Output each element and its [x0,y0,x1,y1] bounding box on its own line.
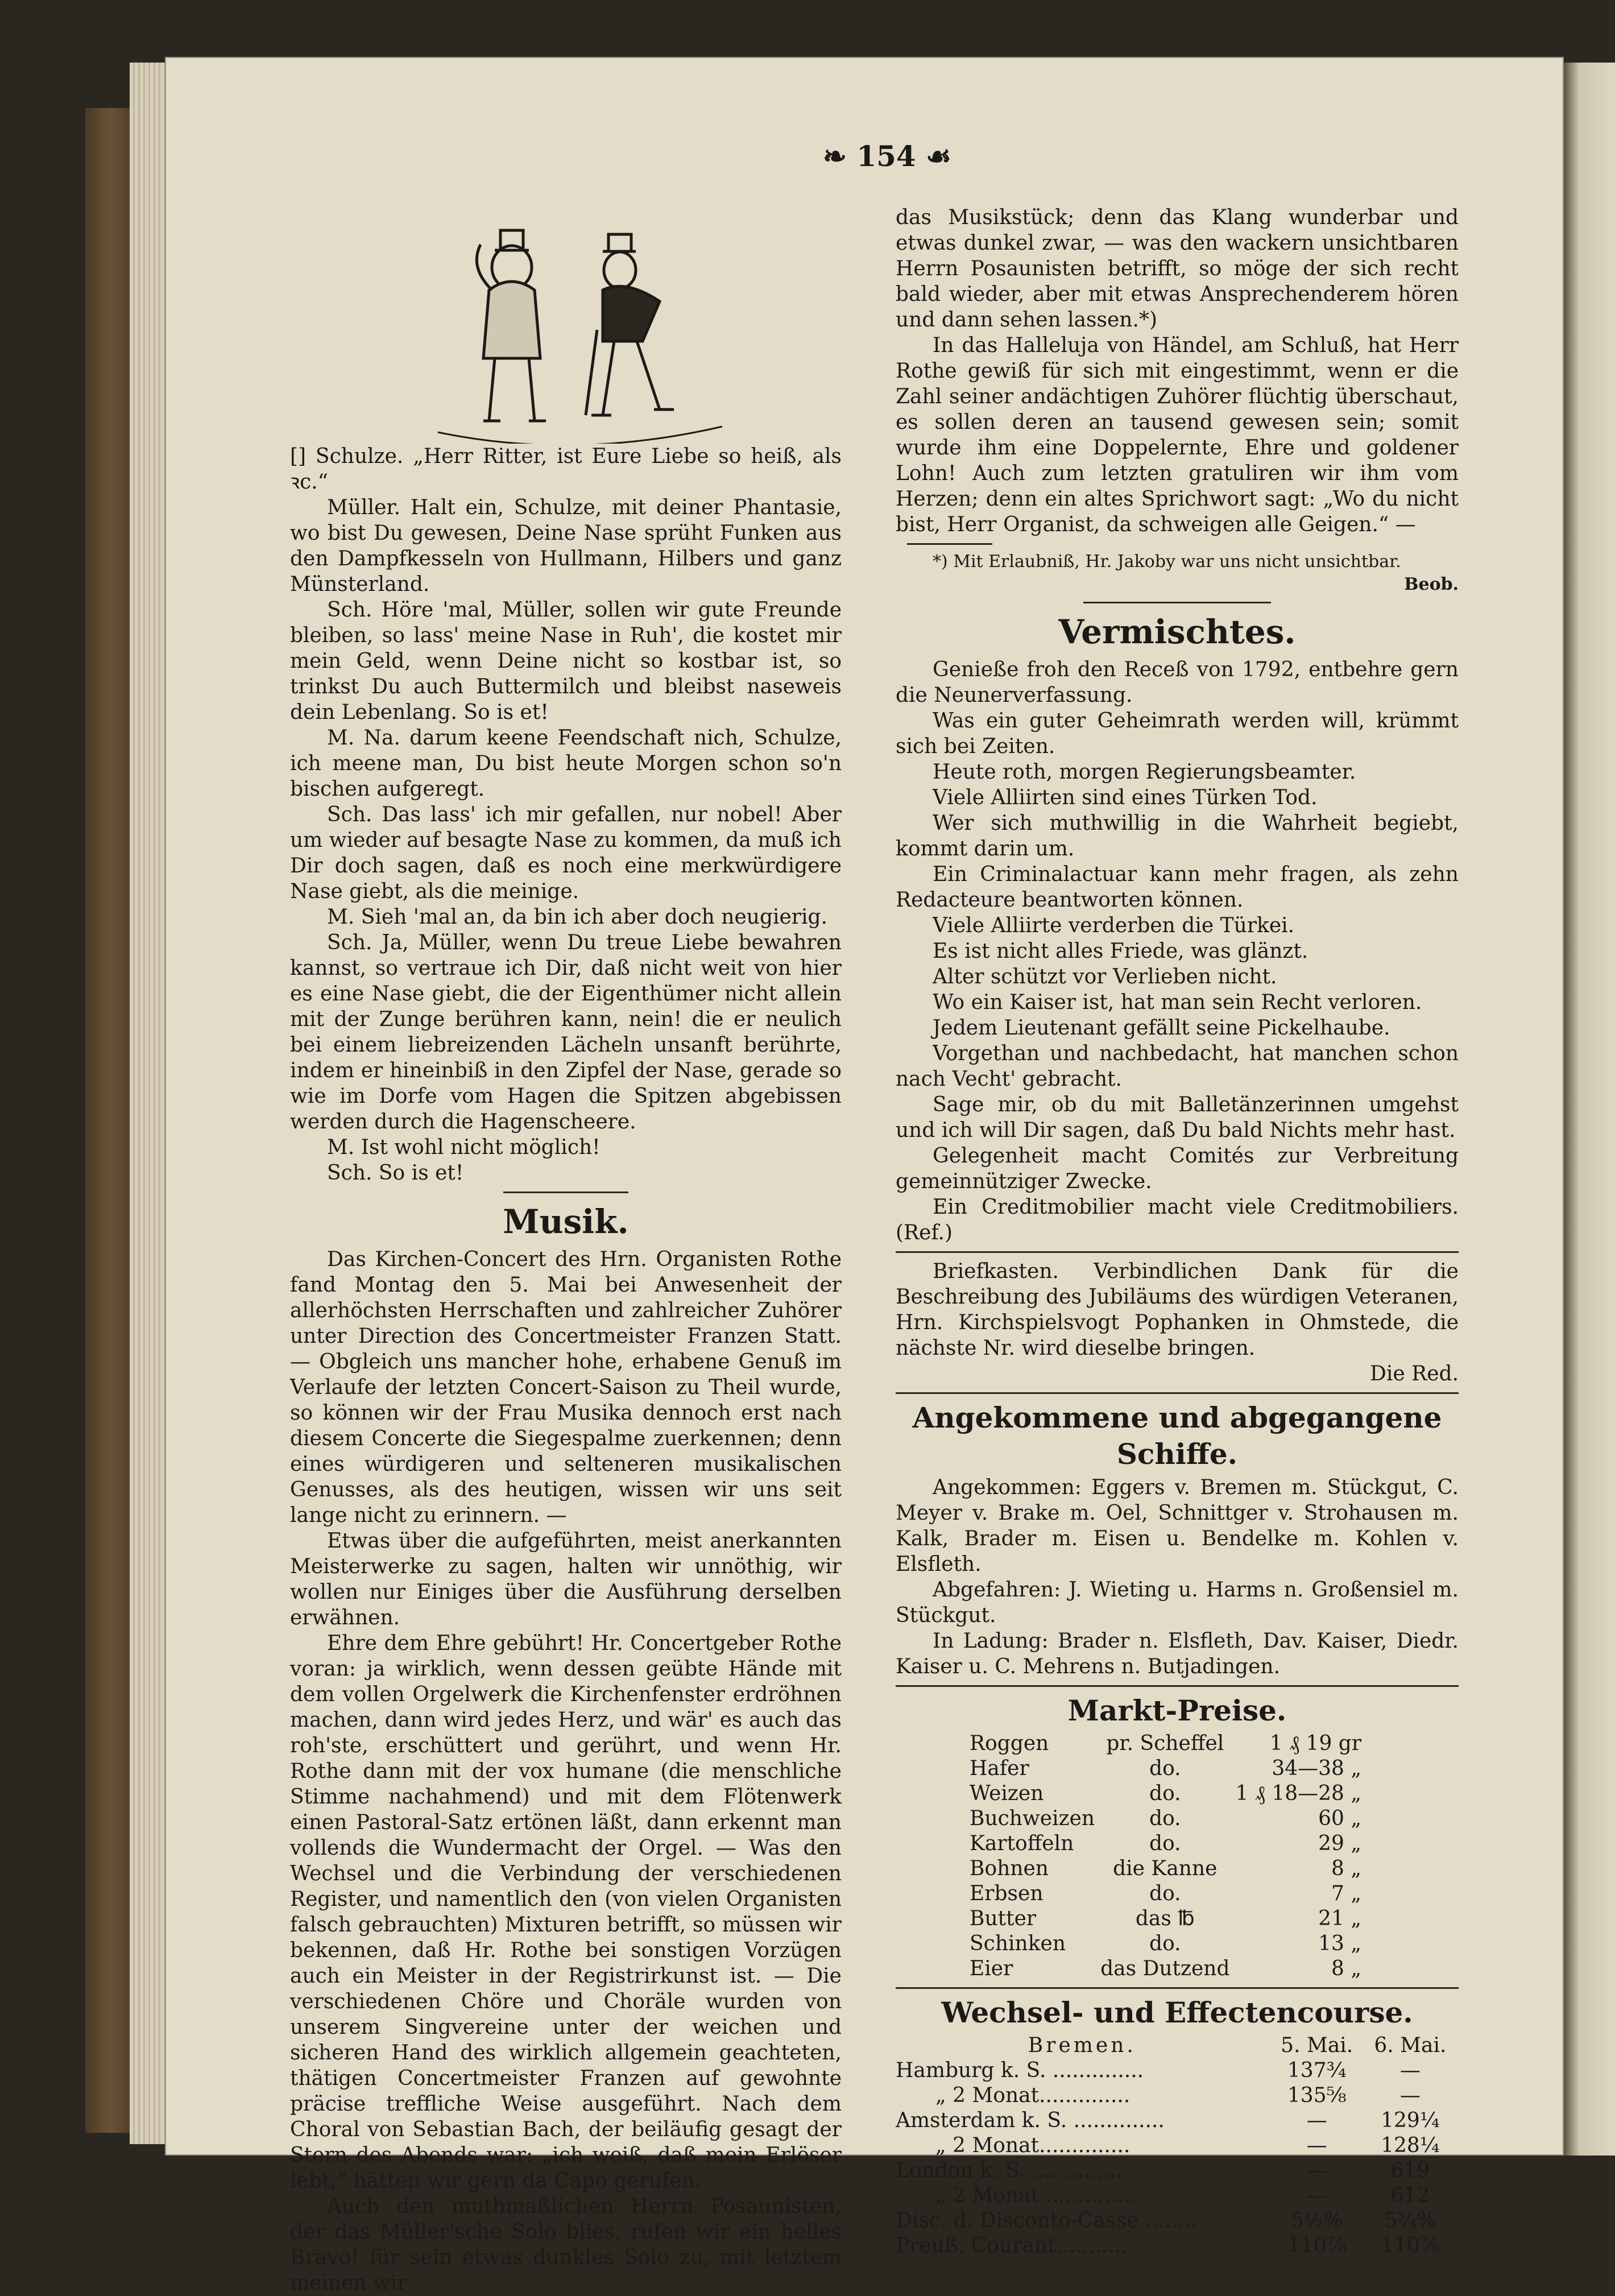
vermischtes-item: Wer sich muthwillig in die Wahrheit begiebt, kommt darin um. [896,812,1459,861]
table-cell: 137¾ [1287,2059,1347,2082]
vermischtes-item: Jedem Lieutenant gefällt seine Pickelhaube. [933,1016,1390,1040]
table-cell: do. [1149,1757,1181,1780]
table-cell: 619 [1390,2159,1430,2182]
ships-entry: Angekommen: Eggers v. Bremen m. Stückgut, C. Meyer v. Brake m. Oel, Schnittger v. Strohausen m. Kalk, Brader m. Eisen u. Bendelke m. Kohlen v. Elsfleth. [896,1476,1459,1576]
table-cell: 5½% [1290,2209,1343,2232]
left-column [290,444,842,2296]
table-cell: — [1399,2084,1421,2107]
table-row [970,1731,1367,1756]
facing-page-edge [1564,63,1615,2156]
table-header: 6. Mai. [1374,2034,1447,2057]
table-cell: Erbsen [970,1882,1043,1905]
article-paragraph: Ehre dem Ehre gebührt! Hr. Concertgeber Rothe voran: ja wirklich, wenn dessen geübte Hände mit dem vollen Orgelwerk die Kirchenfenster erdröhnen machen, dann wird jedes Herz, und wär' es auch das roh'ste, erschüttert und gerührt, und wenn Hr. Rothe dann mit der vox humane (die menschliche Stimme nachahmend) und mit dem Flötenwerk einen Pastoral-Satz ertönen läßt, dann erkennt man vollends die Wundermacht der Orgel. — Was den Wechsel und die Verbindung der verschiedenen Register, und namentlich den (von vielen Organisten falsch gebrauchten) Mixturen betrifft, so müssen wir bekennen, daß Hr. Rothe bei sonstigen Vorzügen auch ein Meister in der Registrirkunst ist. — Die verschiedenen Chöre und Choräle wurden von unserem Singvereine unter der weichen und sicheren Hand des wirklich allgemein geachteten, thätigen Concertmeister Franzen auf gewohnte präcise treffliche Weise ausgeführt. Nach dem Choral von Sebastian Bach, der beiläufig gesagt der Stern des Abends war: „ich weiß, daß mein Erlöser lebt,“ hätten wir gern da Capo gerufen. [290,1632,842,2192]
table-row [970,1881,1367,1906]
divider [896,1251,1459,1253]
table-cell: Schinken [970,1932,1066,1955]
table-cell: 7 „ [1331,1882,1362,1905]
table-cell: die Kanne [1113,1857,1218,1880]
table-cell: „ 2 Monat.............. [935,2084,1130,2107]
table-cell: 110⅞ [1381,2234,1440,2257]
vermischtes-item: Was ein guter Geheimrath werden will, krümmt sich bei Zeiten. [896,709,1459,758]
table-cell: Disc. d. Disconto-Casse ........ [896,2209,1198,2232]
vermischtes-item: Ein Creditmobilier macht viele Creditmobiliers. (Ref.) [896,1195,1459,1244]
section-heading-vermischtes: Vermischtes. [1058,613,1296,651]
table-cell: 110⅞ [1287,2234,1347,2257]
article-paragraph: Auch den muthmaßlichen Herrn Posaunisten, der das Müller'sche Solo blies, rufen wir ein helles Bravo! für sein etwas dunkles Solo zu, mit letztem meinen wir [290,2195,842,2295]
table-cell: Eier [970,1957,1013,1980]
table-cell: — [1399,2059,1421,2082]
divider [896,1392,1459,1394]
table-cell: do. [1149,1832,1181,1855]
cartoon-illustration [415,216,734,444]
table-cell: do. [1149,1782,1181,1805]
table-row [896,2233,1459,2258]
vermischtes-item: Viele Alliirte verderben die Türkei. [933,914,1295,937]
table-cell: Weizen [970,1782,1044,1805]
vermischtes-item: Alter schützt vor Verlieben nicht. [933,965,1277,988]
section-heading-wechsel: Wechsel- und Effectencourse. [941,1996,1413,2029]
article-paragraph: In das Halleluja von Händel, am Schluß, hat Herr Rothe gewiß für sich mit eingestimmt, wenn er die Zahl seiner andächtigen Zuhörer flüchtig überschaut, es sollen deren an tausend gewesen sein; somit wurde ihm eine Doppelernte, Ehre und goldener Lohn! Auch zum letzten gratuliren wir ihm vom Herzen; denn ein altes Sprichwort sagt: „Wo du nicht bist, Herr Organist, da schweigen alle Geigen.“ — [896,334,1459,536]
table-cell: 8 „ [1331,1957,1362,1980]
vermischtes-item: Gelegenheit macht Comités zur Verbreitung gemeinnütziger Zwecke. [896,1144,1459,1193]
article-paragraph: Etwas über die aufgeführten, meist anerkannten Meisterwerke zu sagen, halten wir unnöthig, wir wollen nur Einiges über die Ausführung derselben erwähnen. [290,1529,842,1629]
vermischtes-item: Viele Alliirten sind eines Türken Tod. [933,786,1318,809]
table-cell: do. [1149,1882,1181,1905]
vermischtes-item: Ein Criminalactuar kann mehr fragen, als zehn Redacteure beantworten können. [896,863,1459,912]
table-cell: 29 „ [1318,1832,1362,1855]
dialogue-line: Sch. So is et! [327,1161,464,1185]
table-header: Bremen. [1028,2034,1136,2057]
divider [896,1685,1459,1687]
table-cell: 135⅝ [1287,2084,1347,2107]
table-cell: das ℔ [1135,1907,1195,1930]
table-cell: Roggen [970,1732,1049,1755]
section-heading-schiffe: Angekommene und abgegangene Schiffe. [912,1401,1442,1471]
table-cell: pr. Scheffel [1106,1732,1224,1755]
table-row [896,2183,1459,2208]
dialogue-line: M. Na. darum keene Feendschaft nich, Schulze, ich meene man, Du bist heute Morgen schon so'n bischen aufgeregt. [290,726,842,801]
table-row [970,1831,1367,1856]
vermischtes-item: Sage mir, ob du mit Balletänzerinnen umgehst und ich will Dir sagen, daß Du bald Nichts mehr hast. [896,1093,1459,1142]
ornament-right-icon: ☙ [916,139,951,173]
table-cell: — [1306,2109,1327,2132]
table-row [896,2133,1459,2158]
divider [896,1987,1459,1989]
table-header-row [896,2033,1459,2058]
table-cell: 129¼ [1381,2109,1440,2132]
exchange-rates-table [896,2033,1459,2258]
divider [1083,602,1271,603]
table-row [970,1956,1367,1981]
table-cell: 21 „ [1318,1907,1362,1930]
table-cell: 34—38 „ [1272,1757,1362,1780]
table-cell: — [1306,2159,1327,2182]
table-cell: — [1306,2184,1327,2207]
dialogue-line: Sch. Das lass' ich mir gefallen, nur nobel! Aber um wieder auf besagte Nase zu kommen, da muß ich Dir doch sagen, daß es noch eine merkwürdigere Nase giebt, als die meinige. [290,803,842,903]
ships-entry: In Ladung: Brader n. Elsfleth, Dav. Kaiser, Diedr. Kaiser u. C. Mehrens n. Butjadingen. [896,1629,1459,1678]
section-heading-markt: Markt-Preise. [1067,1694,1287,1727]
table-row [896,2083,1459,2108]
table-row [970,1806,1367,1831]
table-row [970,1906,1367,1931]
market-prices-table [970,1731,1367,1981]
table-cell: Hafer [970,1757,1029,1780]
footnote: *) Mit Erlaubniß, Hr. Jakoby war uns nicht unsichtbar. [933,552,1401,572]
table-cell: do. [1149,1932,1181,1955]
table-row [970,1756,1367,1781]
article-paragraph: Das Kirchen-Concert des Hrn. Organisten Rothe fand Montag den 5. Mai bei Anwesenheit der allerhöchsten Herrschaften und zahlreicher Zuhörer unter Direction des Concertmeister Franzen Statt. — Obgleich uns mancher hohe, erhabene Genuß im Verlaufe der letzten Concert-Saison zu Theil wurde, so können wir der Frau Musika dennoch erst nach diesem Concerte die Siegespalme zuerkennen; denn eines würdigeren und selteneren musikalischen Genusses, als des heutigen, wissen wir uns seit lange nicht zu erinnern. — [290,1248,842,1527]
table-row [970,1781,1367,1806]
vermischtes-item: Genieße froh den Receß von 1792, entbehre gern die Neunerverfassung. [896,658,1459,707]
table-header: 5. Mai. [1281,2034,1353,2057]
table-cell: „ 2 Monat.............. [935,2134,1130,2157]
vermischtes-item: Vorgethan und nachbedacht, hat manchen schon nach Vecht' gebracht. [896,1042,1459,1091]
dialogue-line: [] Schulze. „Herr Ritter, ist Eure Liebe so heiß, als ꝛc.“ [290,445,842,494]
table-cell: 612 [1390,2184,1430,2207]
table-cell: Bohnen [970,1857,1049,1880]
table-cell: „ 2 Monat .............. [935,2184,1137,2207]
table-cell: Kartoffeln [970,1832,1074,1855]
table-row [896,2158,1459,2183]
vermischtes-item: Es ist nicht alles Friede, was glänzt. [933,940,1308,963]
dialogue-line: M. Sieh 'mal an, da bin ich aber doch neugierig. [327,905,828,929]
footnote-divider [907,543,992,545]
table-row [896,2058,1459,2083]
vermischtes-item: Wo ein Kaiser ist, hat man sein Recht verloren. [933,991,1422,1014]
table-cell: Buchweizen [970,1807,1095,1830]
ornament-left-icon: ❧ [823,139,857,173]
table-cell: Amsterdam k. S. .............. [896,2109,1165,2132]
right-column [896,205,1459,2258]
briefkasten-signature: Die Red. [1369,1362,1459,1385]
footnote-signature: Beob. [1404,574,1459,594]
briefkasten: Briefkasten. Verbindlichen Dank für die Beschreibung des Jubiläums des würdigen Veteranen, Hrn. Kirchspielsvogt Pophanken in Ohmstede, die nächste Nr. wird dieselbe bringen. [896,1260,1459,1360]
ships-entry: Abgefahren: J. Wieting u. Harms n. Großensiel m. Stückgut. [896,1578,1459,1627]
dialogue-line: Sch. Ja, Müller, wenn Du treue Liebe bewahren kannst, so vertraue ich Dir, daß nicht weit von hier es eine Nase giebt, die der Eigenthümer nicht allein mit der Zunge berühren kann, nein! die er neulich bei einem liebreizenden Lächeln unsanft berührte, indem er hineinbiß in den Zipfel der Nase, gerade so wie im Dorfe vom Hagen die Spitzen abgebissen werden durch die Hagenscheere. [290,931,842,1133]
page-number: ❧ 154 ☙ [823,139,951,173]
table-row [896,2108,1459,2133]
table-cell: das Dutzend [1100,1957,1230,1980]
dialogue-line: Müller. Halt ein, Schulze, mit deiner Phantasie, wo bist Du gewesen, Deine Nase sprüht Funken aus den Dampfkesseln von Hullmann, Hilbers und ganz Münsterland. [290,496,842,596]
table-cell: 60 „ [1318,1807,1362,1830]
vermischtes-item: Heute roth, morgen Regierungsbeamter. [933,760,1356,784]
dialogue-line: M. Ist wohl nicht möglich! [327,1136,601,1159]
table-row [970,1856,1367,1881]
table-cell: — [1306,2134,1327,2157]
table-cell: Preuß. Courant........... [896,2234,1128,2257]
table-row [896,2208,1459,2233]
table-cell: 128¼ [1381,2134,1440,2157]
table-cell: Butter [970,1907,1037,1930]
divider [503,1192,628,1193]
table-row [970,1931,1367,1956]
table-cell: London k. S. .............. [896,2159,1123,2182]
table-cell: 5¾% [1384,2209,1436,2232]
article-paragraph: das Musikstück; denn das Klang wunderbar und etwas dunkel zwar, — was den wackern unsichtbaren Herrn Posaunisten betrifft, so möge der sich recht bald wieder, aber mit etwas Ansprechenderem hören und dann sehen lassen.*) [896,206,1459,332]
section-heading-musik: Musik. [503,1202,629,1241]
table-cell: 8 „ [1331,1857,1362,1880]
table-cell: 1 ₰ 18—28 „ [1235,1782,1362,1805]
table-cell: 13 „ [1318,1932,1362,1955]
table-cell: do. [1149,1807,1181,1830]
table-cell: 1 ₰ 19 gr [1269,1732,1362,1755]
dialogue-line: Sch. Höre 'mal, Müller, sollen wir gute Freunde bleiben, so lass' meine Nase in Ruh', die kostet mir mein Geld, wenn Deine nicht so kostbar ist, so trinkst Du auch Buttermilch und bleibst naseweis dein Lebenlang. So is et! [290,598,842,724]
table-cell: Hamburg k. S. .............. [896,2059,1144,2082]
